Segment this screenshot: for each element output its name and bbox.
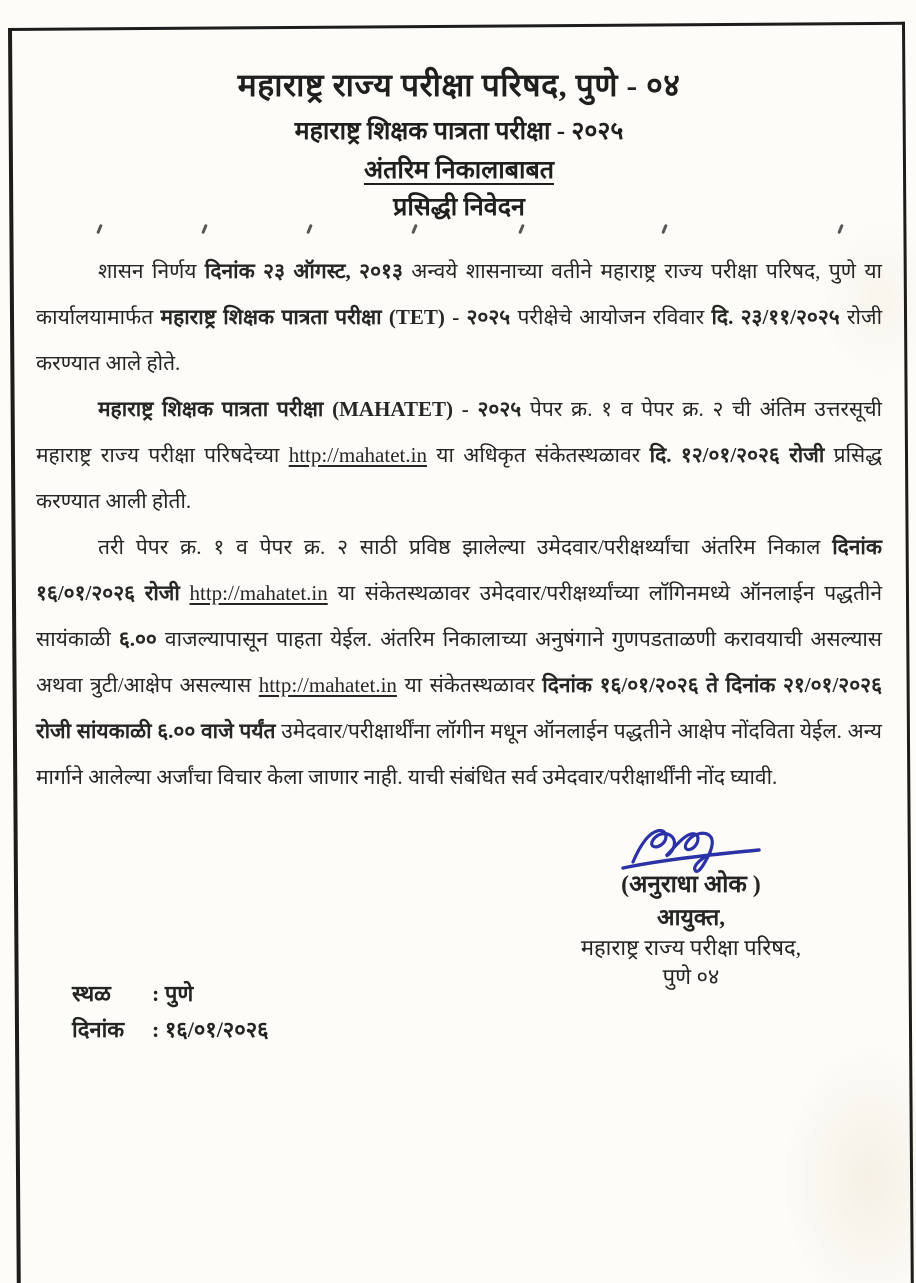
text-segment-bold: दिनांक २३ ऑगस्ट, २०१३ <box>204 259 403 283</box>
text-segment: अन्वये शासनाच्या वतीने महाराष्ट्र राज्य परीक्षा परिषद, पुणे या कार्यालयामार्फत <box>36 259 882 329</box>
text-segment: या संकेतस्थळावर <box>396 673 543 697</box>
text-segment-bold: महाराष्ट्र शिक्षक पात्रता परीक्षा (MAHATET) - २०२५ <box>98 397 522 421</box>
paragraph-2 <box>36 386 882 524</box>
paragraph-1 <box>36 248 882 386</box>
document-body <box>36 248 882 800</box>
url-text: http://mahatet.in <box>189 581 328 605</box>
release-type-line: प्रसिद्धी निवेदन <box>393 194 525 221</box>
text-segment: प्रसिद्ध करण्यात आली होती. <box>36 443 882 513</box>
url-text: http://mahatet.in <box>258 673 397 697</box>
signatory-designation: आयुक्त, <box>656 905 726 930</box>
place-value: : पुणे <box>152 981 194 1006</box>
date-label: दिनांक <box>72 1017 125 1042</box>
text-segment: वाजल्यापासून पाहता येईल. अंतरिम निकालाच्या अनुषंगाने गुणपडताळणी करावयाची असल्यास अथवा त्रुटी/आक्षेप असल्यास <box>36 627 883 697</box>
paragraph-3 <box>36 524 882 800</box>
place-date-block <box>72 976 269 1048</box>
text-segment: तरी पेपर क्र. १ व पेपर क्र. २ साठी प्रविष्ठ झालेल्या उमेदवार/परीक्षर्थ्यांचा अंतरिम निकाल <box>98 535 833 559</box>
org-title: महाराष्ट्र राज्य परीक्षा परिषद, पुणे - ०४ <box>237 67 681 103</box>
signature-block <box>516 818 866 992</box>
text-segment: रोजी करण्यात आले होते. <box>36 305 883 375</box>
text-segment-bold: दि. १२/०१/२०२६ रोजी <box>649 443 825 467</box>
text-segment-bold: दिनांक १६/०१/२०२६ रोजी <box>36 535 882 605</box>
date-row <box>72 1012 269 1048</box>
text-segment: पेपर क्र. १ व पेपर क्र. २ ची अंतिम उत्तरसूची महाराष्ट्र राज्य परीक्षा परिषदेच्या <box>36 397 882 467</box>
text-segment: शासन निर्णय <box>98 259 205 283</box>
document-header <box>36 0 882 226</box>
signatory-organization: महाराष्ट्र राज्य परीक्षा परिषद, <box>580 935 802 960</box>
text-segment-bold: दिनांक १६/०१/२०२६ ते दिनांक २१/०१/२०२६ रोजी सांयकाळी ६.०० वाजे पर्यंत <box>36 673 882 743</box>
signatory-place: पुणे ०४ <box>662 964 720 989</box>
date-value: : १६/०१/२०२६ <box>152 1017 269 1042</box>
signatory-name: (अनुराधा ओक ) <box>621 872 761 898</box>
exam-title: महाराष्ट्र शिक्षक पात्रता परीक्षा - २०२५ <box>294 118 624 145</box>
text-segment-bold: महाराष्ट्र शिक्षक पात्रता परीक्षा (TET) - २०२५ <box>160 305 511 329</box>
text-segment-bold: ६.०० <box>118 627 157 651</box>
place-label: स्थळ <box>72 981 111 1006</box>
text-segment: उमेदवार/परीक्षार्थींना लॉगीन मधून ऑनलाईन पद्धतीने आक्षेप नोंदविता येईल. अन्य मार्गाने आलेल्या अर्जांचा विचार केला जाणार नाही. याची संबंधित सर्व उमेदवार/परीक्षार्थींनी नोंद घ्यावी. <box>36 719 882 789</box>
text-segment: या अधिकृत संकेतस्थळावर <box>426 443 650 467</box>
place-row <box>72 976 269 1012</box>
text-segment: परीक्षेचे आयोजन रविवार <box>510 305 712 329</box>
subject-line: अंतरिम निकालाबाबत <box>364 157 554 184</box>
url-text: http://mahatet.in <box>288 443 427 467</box>
text-segment-bold: दि. २३/११/२०२५ <box>711 305 840 329</box>
text-segment: या संकेतस्थळावर उमेदवार/परीक्षर्थ्यांच्या लॉगिनमध्ये ऑनलाईन पद्धतीने सायंकाळी <box>36 581 883 651</box>
